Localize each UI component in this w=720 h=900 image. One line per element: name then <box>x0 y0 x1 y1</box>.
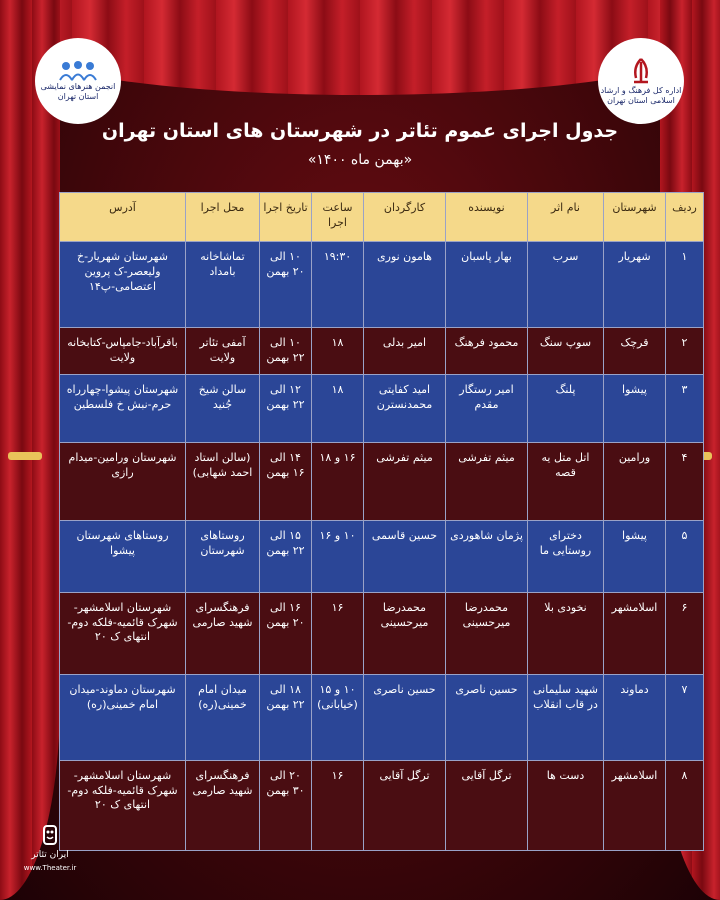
cell-address: شهرستان پیشوا-چهارراه حرم-نبش خ فلسطین <box>60 374 186 442</box>
page-subtitle: «بهمن ماه ۱۴۰۰» <box>307 152 413 168</box>
cell-date: ۱۶ الی ۲۰ بهمن <box>260 592 312 674</box>
cell-city: شهریار <box>604 242 666 328</box>
cell-time: ۱۶ <box>312 760 364 850</box>
cell-address: شهرستان دماوند-میدان امام خمینی(ره) <box>60 674 186 760</box>
cell-row-number: ۶ <box>666 592 704 674</box>
col-header-address: آدرس <box>60 193 186 242</box>
cell-director: امیر بدلی <box>364 328 446 375</box>
col-header-date: تاریخ اجرا <box>260 193 312 242</box>
col-header-city: شهرستان <box>604 193 666 242</box>
cell-director: امید کفایتی محمدنسترن <box>364 374 446 442</box>
cell-play-name: اتل متل یه قصه <box>528 442 604 520</box>
cell-city: دماوند <box>604 674 666 760</box>
page-title: جدول اجرای عموم تئاتر در شهرستان های استان تهران <box>101 120 619 142</box>
cell-venue: میدان امام خمینی(ره) <box>186 674 260 760</box>
cell-venue: روستاهای شهرستان <box>186 520 260 592</box>
table-row <box>60 760 704 850</box>
cell-writer: میثم تفرشی <box>446 442 528 520</box>
cell-time: ۱۹:۳۰ <box>312 242 364 328</box>
table-row <box>60 592 704 674</box>
cell-writer: ترگل آقایی <box>446 760 528 850</box>
cell-time: ۱۸ <box>312 374 364 442</box>
cell-play-name: سوپ سنگ <box>528 328 604 375</box>
table-row <box>60 674 704 760</box>
cell-venue: (سالن استاد احمد شهابی) <box>186 442 260 520</box>
cell-time: ۱۰ و ۱۵ (خیابانی) <box>312 674 364 760</box>
theater-mask-icon <box>39 824 61 846</box>
theater-site-name: ایران تئاتر <box>31 850 69 860</box>
cell-row-number: ۵ <box>666 520 704 592</box>
theater-site-logo <box>20 824 80 872</box>
cell-venue: آمفی تئاتر ولایت <box>186 328 260 375</box>
cell-time: ۱۰ و ۱۶ <box>312 520 364 592</box>
cell-date: ۲۰ الی ۳۰ بهمن <box>260 760 312 850</box>
cell-venue: تماشاخانه بامداد <box>186 242 260 328</box>
col-header-director: کارگردان <box>364 193 446 242</box>
cell-writer: محمدرضا میرحسینی <box>446 592 528 674</box>
cell-play-name: نخودی بلا <box>528 592 604 674</box>
cell-address: باقرآباد-جامپاس-کتابخانه ولایت <box>60 328 186 375</box>
cell-date: ۱۵ الی ۲۲ بهمن <box>260 520 312 592</box>
table-row <box>60 242 704 328</box>
cell-time: ۱۸ <box>312 328 364 375</box>
col-header-venue: محل اجرا <box>186 193 260 242</box>
cell-writer: بهار پاسبان <box>446 242 528 328</box>
cell-city: اسلامشهر <box>604 760 666 850</box>
cell-date: ۱۰ الی ۲۰ بهمن <box>260 242 312 328</box>
cell-city: قرچک <box>604 328 666 375</box>
curtain-tieback-left <box>8 452 42 460</box>
cell-time: ۱۶ و ۱۸ <box>312 442 364 520</box>
col-header-play-name: نام اثر <box>528 193 604 242</box>
cell-date: ۱۸ الی ۲۲ بهمن <box>260 674 312 760</box>
cell-row-number: ۸ <box>666 760 704 850</box>
theater-site-url: www.Theater.ir <box>23 864 77 872</box>
col-header-writer: نویسنده <box>446 193 528 242</box>
cell-city: ورامین <box>604 442 666 520</box>
cell-director: میثم تفرشی <box>364 442 446 520</box>
cell-play-name: سرب <box>528 242 604 328</box>
cell-director: حسین قاسمی <box>364 520 446 592</box>
cell-play-name: پلنگ <box>528 374 604 442</box>
cell-time: ۱۶ <box>312 592 364 674</box>
cell-play-name: دست ها <box>528 760 604 850</box>
cell-writer: پژمان شاهوردی <box>446 520 528 592</box>
cell-writer: محمود فرهنگ <box>446 328 528 375</box>
cell-director: محمدرضا میرحسینی <box>364 592 446 674</box>
cell-address: شهرستان اسلامشهر-شهرک قائمیه-فلکه دوم-انتهای ک ۲۰ <box>60 592 186 674</box>
cell-address: روستاهای شهرستان پیشوا <box>60 520 186 592</box>
cell-address: شهرستان شهریار-خ ولیعصر-ک پروین اعتصامی-پ۱۴ <box>60 242 186 328</box>
cell-city: پیشوا <box>604 520 666 592</box>
cell-row-number: ۷ <box>666 674 704 760</box>
table-row <box>60 374 704 442</box>
cell-venue: فرهنگسرای شهید صارمی <box>186 760 260 850</box>
curtain-left <box>0 0 60 900</box>
cell-address: شهرستان اسلامشهر-شهرک قائمیه-فلکه دوم-انتهای ک ۲۰ <box>60 760 186 850</box>
people-icon <box>58 60 98 82</box>
cell-row-number: ۲ <box>666 328 704 375</box>
cell-director: هامون نوری <box>364 242 446 328</box>
schedule-table <box>59 192 704 851</box>
cell-row-number: ۱ <box>666 242 704 328</box>
cell-director: حسین ناصری <box>364 674 446 760</box>
table-row <box>60 520 704 592</box>
cell-city: پیشوا <box>604 374 666 442</box>
cell-address: شهرستان ورامین-میدام رازی <box>60 442 186 520</box>
cell-writer: حسین ناصری <box>446 674 528 760</box>
col-header-time: ساعت اجرا <box>312 193 364 242</box>
ministry-logo <box>598 38 684 124</box>
table-row <box>60 442 704 520</box>
cell-play-name: دخترای روستایی ما <box>528 520 604 592</box>
cell-venue: فرهنگسرای شهید صارمی <box>186 592 260 674</box>
association-logo <box>35 38 121 124</box>
cell-city: اسلامشهر <box>604 592 666 674</box>
table-header-row <box>60 193 704 242</box>
cell-director: ترگل آقایی <box>364 760 446 850</box>
cell-row-number: ۳ <box>666 374 704 442</box>
iran-emblem-icon <box>626 56 656 86</box>
cell-venue: سالن شیخ جُنید <box>186 374 260 442</box>
association-logo-text: انجمن هنرهای نمایشی استان تهران <box>40 82 116 101</box>
ministry-logo-text: اداره کل فرهنگ و ارشاد اسلامی استان تهران <box>600 86 682 105</box>
cell-date: ۱۲ الی ۲۲ بهمن <box>260 374 312 442</box>
cell-date: ۱۰ الی ۲۲ بهمن <box>260 328 312 375</box>
table-row <box>60 328 704 375</box>
cell-date: ۱۴ الی ۱۶ بهمن <box>260 442 312 520</box>
cell-play-name: شهید سلیمانی در قاب انقلاب <box>528 674 604 760</box>
cell-writer: امیر رستگار مقدم <box>446 374 528 442</box>
cell-row-number: ۴ <box>666 442 704 520</box>
col-header-row-number: ردیف <box>666 193 704 242</box>
